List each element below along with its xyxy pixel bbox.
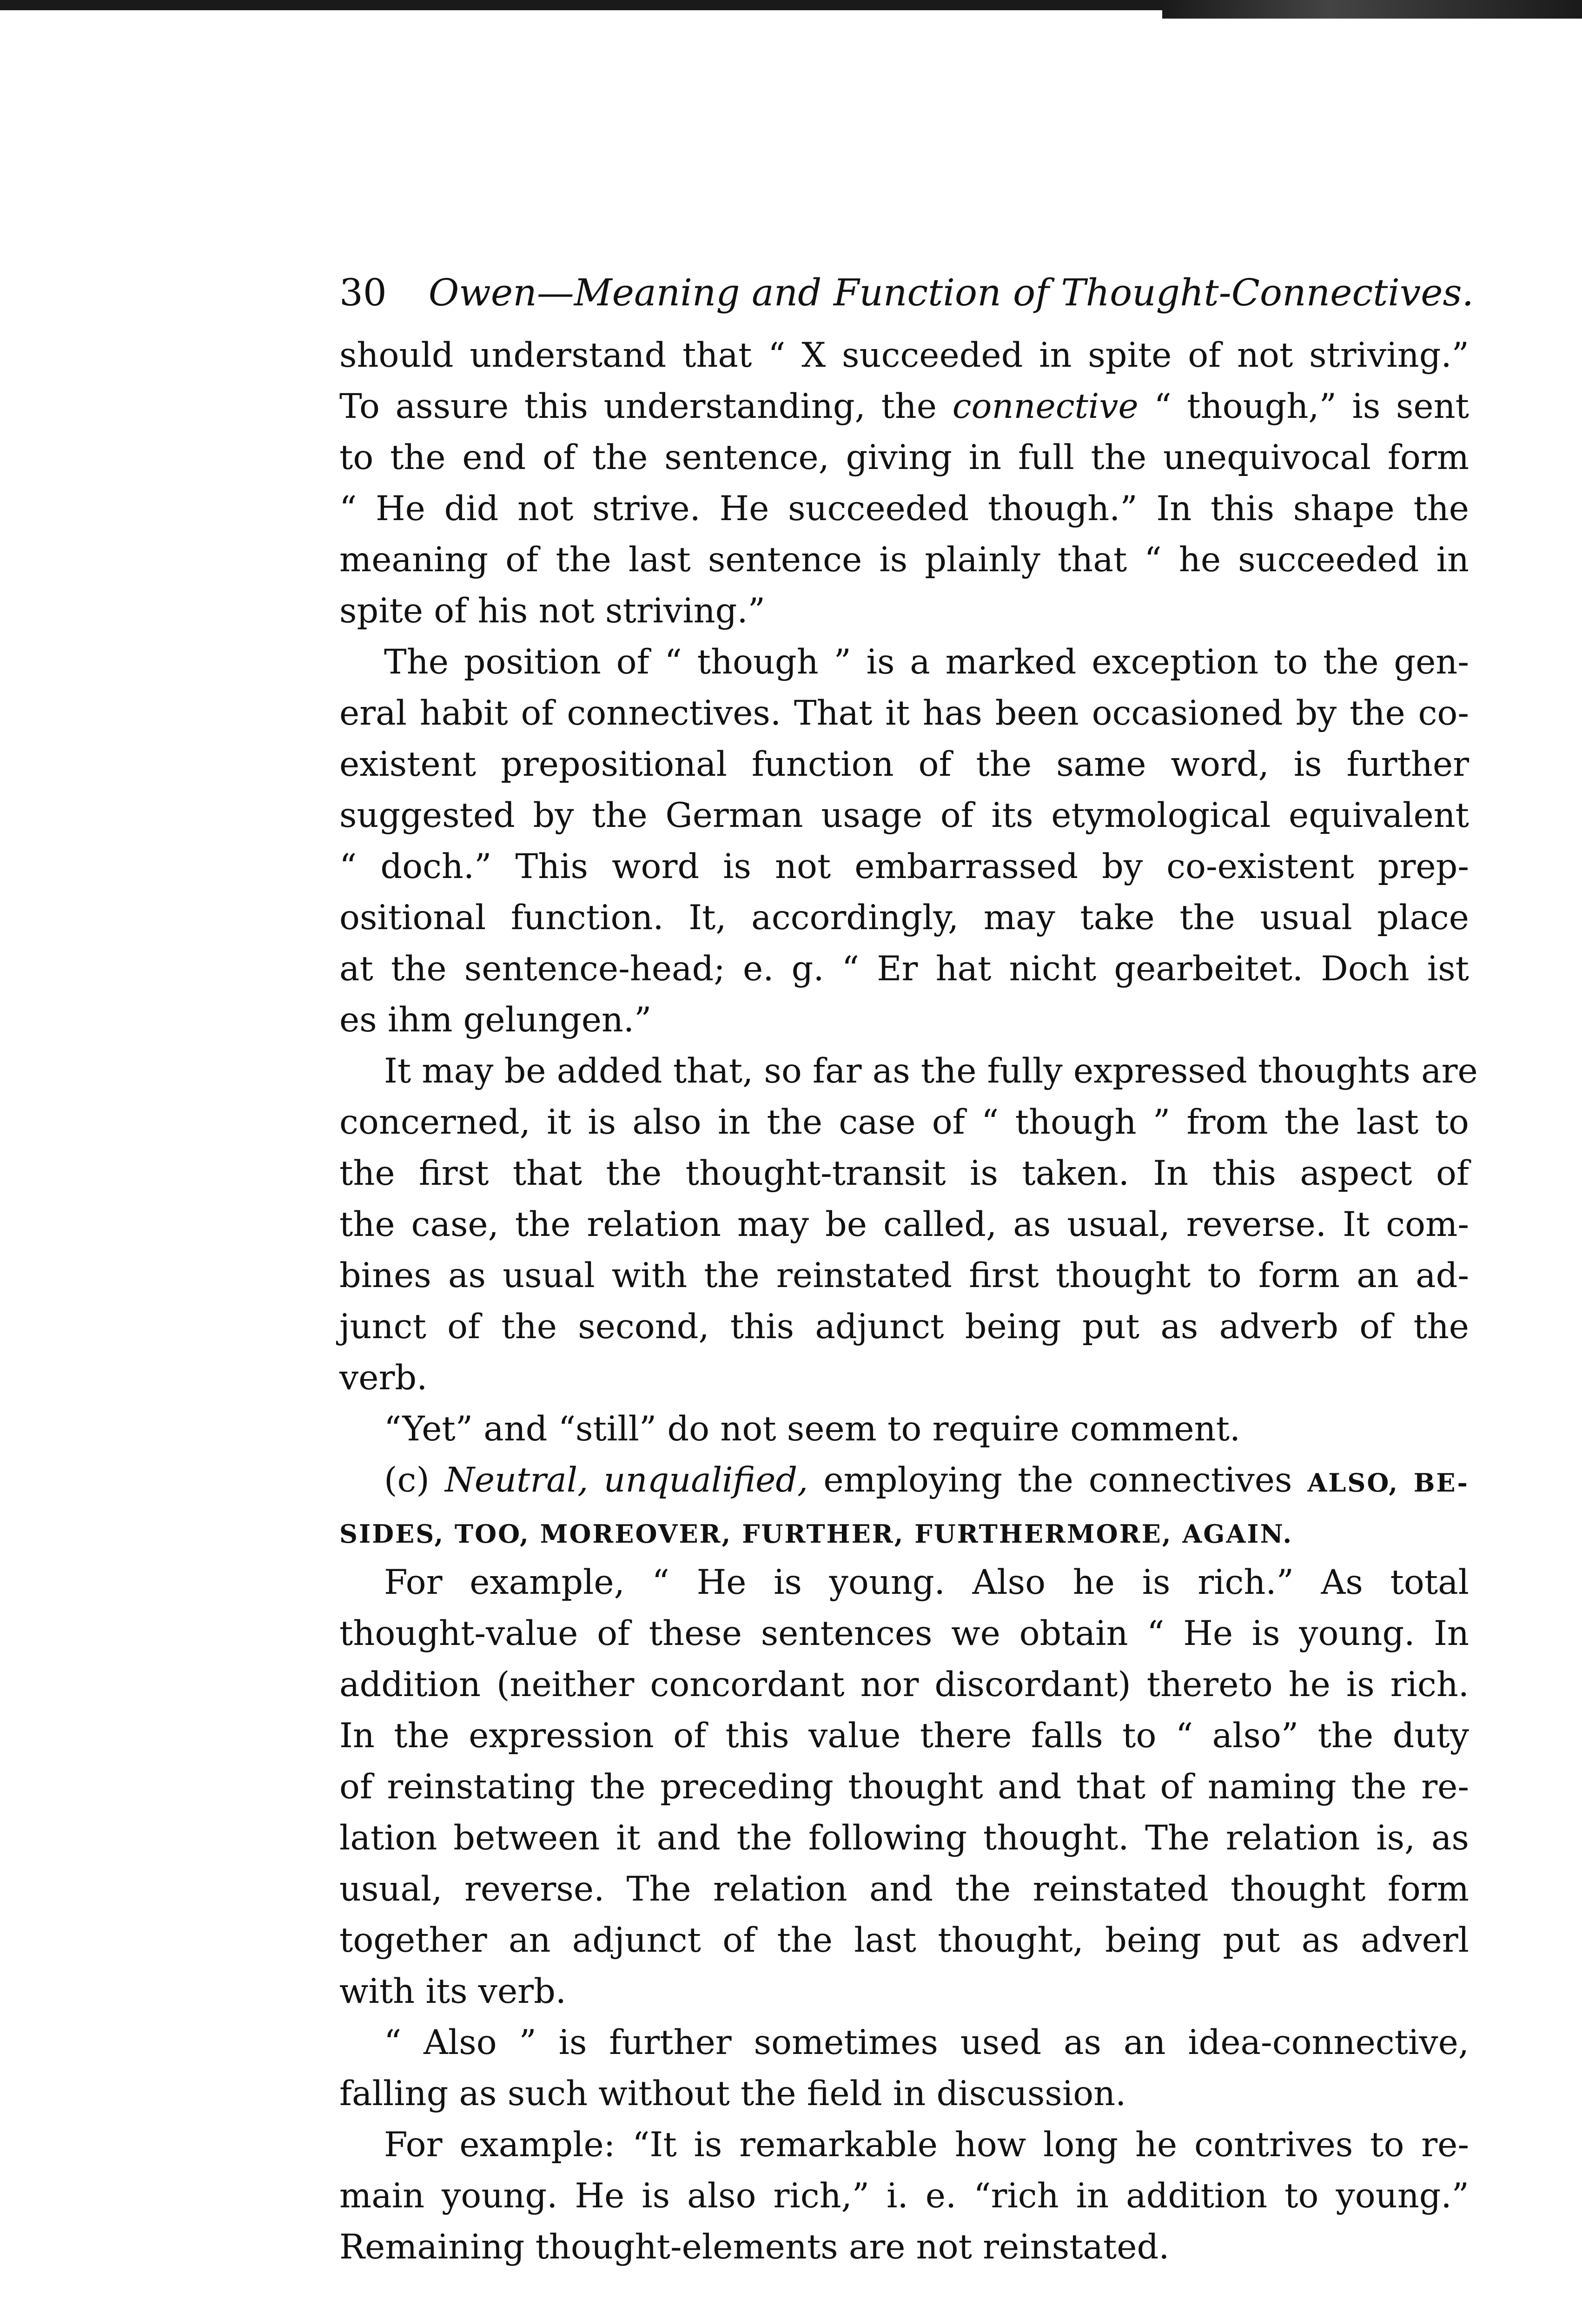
text-line: bines as usual with the reinstated first thought to form an ad- [339, 1256, 1469, 1295]
text-line: falling as such without the field in discussion. [339, 2074, 1126, 2113]
text-line: with its verb. [339, 1972, 567, 2011]
text-line: Remaining thought-elements are not reinstated. [339, 2227, 1170, 2267]
text-line: the case, the relation may be called, as usual, reverse. It com- [339, 1205, 1469, 1244]
text-line: In the expression of this value there falls to “ also” the duty [339, 1716, 1469, 1756]
text-line: thought-value of these sentences we obtain “ He is young. In [339, 1614, 1469, 1653]
text-line: addition (neither concordant nor discordant) thereto he is rich. [339, 1665, 1469, 1704]
paragraph [339, 1046, 1478, 1404]
text-line: es ihm gelungen.” [339, 1000, 652, 1040]
text-line-section-c-2 [339, 1506, 1469, 1557]
text-line: lation between it and the following thought. The relation is, as [339, 1818, 1469, 1858]
text-line: The position of “ though ” is a marked exception to the gen- [384, 642, 1469, 682]
top-edge-shadow-fade [1162, 0, 1582, 19]
connectives-list-end: SIDES, TOO, MOREOVER, FURTHER, FURTHERMORE, AGAIN. [339, 1519, 1293, 1549]
text-line: at the sentence-head; e. g. “ Er hat nicht gearbeitet. Doch ist [339, 949, 1469, 989]
term-neutral: Neutral, [444, 1460, 589, 1500]
text-line [339, 381, 1469, 432]
paragraph-section-c [339, 1455, 1469, 1557]
text-line: ositional function. It, accordingly, may take the usual place [339, 898, 1469, 938]
term-unqualified: unqualified, [603, 1460, 808, 1500]
text-line: It may be added that, so far as the fully expressed thoughts are [384, 1051, 1478, 1091]
running-header [339, 260, 1474, 325]
text-line: For example: “It is remarkable how long he contrives to re- [384, 2125, 1469, 2165]
text-line: together an adjunct of the last thought, being put as adverl [339, 1921, 1469, 1960]
text-line: should understand that “ X succeeded in spite of not striving.” [339, 336, 1469, 375]
paragraph [339, 637, 1469, 1046]
section-label: (c) [384, 1460, 445, 1500]
paragraph [339, 2119, 1469, 2273]
text-line: to the end of the sentence, giving in full the unequivocal form [339, 438, 1469, 477]
text-line: junct of the second, this adjunct being put as adverb of the [339, 1307, 1469, 1347]
connectives-list-start: ALSO, BE- [1307, 1468, 1469, 1498]
page-number: 30 [339, 271, 387, 314]
paragraph [339, 2017, 1469, 2119]
text-line: “Yet” and “still” do not seem to require comment. [384, 1409, 1241, 1449]
text-line: main young. He is also rich,” i. e. “rich in addition to young.” [339, 2176, 1469, 2216]
text-line: suggested by the German usage of its etymological equivalent [339, 796, 1469, 835]
page-body [339, 260, 1478, 2273]
text-line: verb. [339, 1358, 428, 1398]
text-line: spite of his not striving.” [339, 591, 765, 631]
text-line: “ doch.” This word is not embarrassed by co-existent prep- [339, 847, 1469, 886]
paragraph [339, 1404, 1469, 1455]
text-line: the first that the thought-transit is taken. In this aspect of [339, 1154, 1469, 1193]
text-line: For example, “ He is young. Also he is rich.” As total [384, 1563, 1469, 1602]
text-line: meaning of the last sentence is plainly that “ he succeeded in [339, 540, 1469, 580]
text-line: of reinstating the preceding thought and that of naming the re- [339, 1767, 1469, 1807]
text-line: usual, reverse. The relation and the reinstated thought form [339, 1869, 1469, 1909]
term-connective: connective [952, 387, 1139, 426]
text-line: “ Also ” is further sometimes used as an idea-connective, [384, 2023, 1469, 2062]
text-line: existent prepositional function of the same word, is further [339, 745, 1469, 784]
text-line: “ He did not strive. He succeeded though.” In this shape the [339, 489, 1469, 528]
text-line: eral habit of connectives. That it has been occasioned by the co- [339, 693, 1469, 733]
running-title: Owen—Meaning and Function of Thought-Connectives. [428, 271, 1474, 314]
section-text: employing the connectives [808, 1460, 1308, 1500]
text-line: concerned, it is also in the case of “ though ” from the last to [339, 1103, 1469, 1142]
text-line-section-c [339, 1455, 1469, 1506]
text-line-content: To assure this understanding, the connective “ though,” is sent [339, 387, 1469, 426]
paragraph [339, 1557, 1469, 2017]
paragraph [339, 330, 1469, 637]
